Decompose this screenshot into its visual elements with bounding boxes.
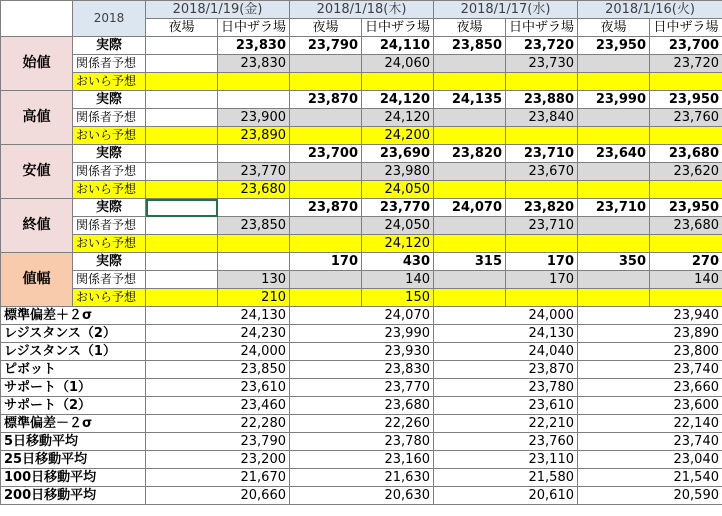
- high-actual-row: [1, 91, 722, 109]
- high-related-cell[interactable]: 23,900: [218, 109, 290, 127]
- range-mine-cell[interactable]: 210: [218, 289, 290, 307]
- close-mine-cell[interactable]: [218, 235, 290, 253]
- pivot-row: [1, 379, 722, 397]
- open-related-cell[interactable]: [146, 55, 218, 73]
- low-actual-row: [1, 145, 722, 163]
- open-actual-cell[interactable]: 23,790: [290, 37, 362, 55]
- range-actual-cell[interactable]: 430: [362, 253, 434, 271]
- day-header[interactable]: 日中ザラ場: [506, 19, 578, 37]
- range-mine-cell[interactable]: [434, 289, 506, 307]
- range-related-cell[interactable]: 130: [218, 271, 290, 289]
- open-related-row: [1, 55, 722, 73]
- pivot-value[interactable]: 23,600: [578, 397, 722, 415]
- low-mine-cell[interactable]: [578, 181, 650, 199]
- pivot-label[interactable]: 25日移動平均: [1, 451, 146, 469]
- pivot-value[interactable]: 23,740: [578, 361, 722, 379]
- low-actual-cell[interactable]: 23,710: [506, 145, 578, 163]
- pivot-value[interactable]: 23,830: [290, 361, 434, 379]
- range-actual-cell[interactable]: 350: [578, 253, 650, 271]
- close-actual-cell[interactable]: 23,950: [650, 199, 722, 217]
- low-related-cell[interactable]: [434, 163, 506, 181]
- day-header[interactable]: 日中ザラ場: [650, 19, 722, 37]
- pivot-value[interactable]: 20,630: [290, 487, 434, 505]
- pivot-value[interactable]: 23,760: [434, 433, 578, 451]
- related-label[interactable]: 関係者予想: [73, 217, 146, 235]
- high-actual-cell[interactable]: 23,880: [506, 91, 578, 109]
- pivot-value[interactable]: 22,210: [434, 415, 578, 433]
- high-actual-cell[interactable]: [146, 91, 218, 109]
- close-mine-cell[interactable]: [578, 235, 650, 253]
- pivot-value[interactable]: 23,660: [578, 379, 722, 397]
- pivot-value[interactable]: 22,140: [578, 415, 722, 433]
- high-mine-cell[interactable]: [434, 127, 506, 145]
- open-actual-cell[interactable]: 23,720: [506, 37, 578, 55]
- date-header-2[interactable]: 2018/1/17(水): [434, 1, 578, 19]
- close-mine-cell[interactable]: [290, 235, 362, 253]
- high-actual-cell[interactable]: 23,870: [290, 91, 362, 109]
- open-related-cell[interactable]: 23,730: [506, 55, 578, 73]
- pivot-value[interactable]: 24,070: [290, 307, 434, 325]
- low-mine-cell[interactable]: 23,680: [218, 181, 290, 199]
- pivot-label[interactable]: 標準偏差＋２σ: [1, 307, 146, 325]
- low-mine-cell[interactable]: [506, 181, 578, 199]
- open-mine-cell[interactable]: [650, 73, 722, 91]
- close-related-cell[interactable]: [434, 217, 506, 235]
- pivot-value[interactable]: 21,540: [578, 469, 722, 487]
- mine-label[interactable]: おいら予想: [73, 73, 146, 91]
- pivot-value[interactable]: 21,670: [146, 469, 290, 487]
- open-mine-cell[interactable]: [434, 73, 506, 91]
- pivot-value[interactable]: 22,260: [290, 415, 434, 433]
- open-related-cell[interactable]: [578, 55, 650, 73]
- day-header[interactable]: 日中ザラ場: [218, 19, 290, 37]
- mine-label[interactable]: おいら予想: [73, 181, 146, 199]
- close-mine-cell[interactable]: [650, 235, 722, 253]
- pivot-row: [1, 307, 722, 325]
- low-actual-cell[interactable]: [218, 145, 290, 163]
- night-header[interactable]: 夜場: [578, 19, 650, 37]
- pivot-value[interactable]: 24,130: [146, 307, 290, 325]
- range-related-cell[interactable]: 170: [506, 271, 578, 289]
- high-related-cell[interactable]: 23,840: [506, 109, 578, 127]
- open-mine-cell[interactable]: [218, 73, 290, 91]
- low-mine-cell[interactable]: 24,050: [362, 181, 434, 199]
- close-actual-cell[interactable]: [146, 199, 218, 217]
- high-related-cell[interactable]: 23,760: [650, 109, 722, 127]
- high-mine-cell[interactable]: [506, 127, 578, 145]
- range-mine-row: [1, 289, 722, 307]
- mine-label[interactable]: おいら予想: [73, 235, 146, 253]
- open-actual-cell[interactable]: 23,700: [650, 37, 722, 55]
- pivot-value[interactable]: 23,740: [578, 433, 722, 451]
- pivot-row: [1, 415, 722, 433]
- category-close[interactable]: 終値: [1, 199, 73, 253]
- close-related-cell[interactable]: 23,850: [218, 217, 290, 235]
- range-related-cell[interactable]: [290, 271, 362, 289]
- related-label[interactable]: 関係者予想: [73, 163, 146, 181]
- high-actual-cell[interactable]: 24,135: [434, 91, 506, 109]
- high-mine-cell[interactable]: [146, 127, 218, 145]
- high-related-cell[interactable]: [146, 109, 218, 127]
- date-header-3[interactable]: 2018/1/16(火): [578, 1, 722, 19]
- related-label[interactable]: 関係者予想: [73, 109, 146, 127]
- open-related-cell[interactable]: [290, 55, 362, 73]
- pivot-value[interactable]: 23,990: [290, 325, 434, 343]
- pivot-value[interactable]: 23,800: [578, 343, 722, 361]
- low-related-cell[interactable]: 23,620: [650, 163, 722, 181]
- related-label[interactable]: 関係者予想: [73, 271, 146, 289]
- pivot-value[interactable]: 23,770: [290, 379, 434, 397]
- low-mine-cell[interactable]: [650, 181, 722, 199]
- pivot-value[interactable]: 23,850: [146, 361, 290, 379]
- high-related-cell[interactable]: [290, 109, 362, 127]
- pivot-label[interactable]: サポート（1）: [1, 379, 146, 397]
- category-high[interactable]: 高値: [1, 91, 73, 145]
- close-related-cell[interactable]: 23,710: [506, 217, 578, 235]
- day-header[interactable]: 日中ザラ場: [362, 19, 434, 37]
- pivot-label[interactable]: 5日移動平均: [1, 433, 146, 451]
- close-actual-cell[interactable]: 23,870: [290, 199, 362, 217]
- high-actual-cell[interactable]: 23,950: [650, 91, 722, 109]
- range-actual-cell[interactable]: 270: [650, 253, 722, 271]
- pivot-label[interactable]: サポート（2）: [1, 397, 146, 415]
- pivot-row: [1, 433, 722, 451]
- high-mine-cell[interactable]: 23,890: [218, 127, 290, 145]
- close-mine-cell[interactable]: 24,120: [362, 235, 434, 253]
- range-actual-row: [1, 253, 722, 271]
- range-mine-cell[interactable]: 150: [362, 289, 434, 307]
- category-low[interactable]: 安値: [1, 145, 73, 199]
- low-actual-cell[interactable]: 23,680: [650, 145, 722, 163]
- low-actual-cell[interactable]: 23,820: [434, 145, 506, 163]
- open-actual-cell[interactable]: [146, 37, 218, 55]
- close-actual-cell[interactable]: [218, 199, 290, 217]
- open-mine-cell[interactable]: [578, 73, 650, 91]
- category-range[interactable]: 値幅: [1, 253, 73, 307]
- related-label[interactable]: 関係者予想: [73, 55, 146, 73]
- pivot-value[interactable]: 23,790: [146, 433, 290, 451]
- open-actual-cell[interactable]: 23,950: [578, 37, 650, 55]
- open-mine-cell[interactable]: [290, 73, 362, 91]
- pivot-value[interactable]: 23,930: [290, 343, 434, 361]
- pivot-value[interactable]: 21,630: [290, 469, 434, 487]
- range-actual-cell[interactable]: 170: [506, 253, 578, 271]
- pivot-value[interactable]: 22,280: [146, 415, 290, 433]
- high-related-cell[interactable]: 24,120: [362, 109, 434, 127]
- open-related-cell[interactable]: 23,720: [650, 55, 722, 73]
- close-related-row: [1, 217, 722, 235]
- pivot-value[interactable]: 24,000: [146, 343, 290, 361]
- open-mine-cell[interactable]: [146, 73, 218, 91]
- pivot-row: [1, 325, 722, 343]
- close-mine-cell[interactable]: [434, 235, 506, 253]
- low-related-row: [1, 163, 722, 181]
- pivot-value[interactable]: 23,940: [578, 307, 722, 325]
- mine-label[interactable]: おいら予想: [73, 289, 146, 307]
- range-related-cell[interactable]: [578, 271, 650, 289]
- close-related-cell[interactable]: [290, 217, 362, 235]
- pivot-row: [1, 487, 722, 505]
- open-actual-row: [1, 37, 722, 55]
- range-related-cell[interactable]: 140: [650, 271, 722, 289]
- close-mine-cell[interactable]: [506, 235, 578, 253]
- year-header[interactable]: 2018: [73, 1, 146, 37]
- pivot-value[interactable]: 24,000: [434, 307, 578, 325]
- date-header-1[interactable]: 2018/1/18(木): [290, 1, 434, 19]
- pivot-value[interactable]: 23,610: [434, 397, 578, 415]
- high-mine-cell[interactable]: [290, 127, 362, 145]
- low-actual-cell[interactable]: 23,690: [362, 145, 434, 163]
- pivot-value[interactable]: 24,230: [146, 325, 290, 343]
- night-header[interactable]: 夜場: [434, 19, 506, 37]
- high-actual-cell[interactable]: 23,990: [578, 91, 650, 109]
- range-mine-cell[interactable]: [146, 289, 218, 307]
- actual-label[interactable]: 実際: [73, 253, 146, 271]
- high-mine-cell[interactable]: [650, 127, 722, 145]
- open-mine-cell[interactable]: [506, 73, 578, 91]
- low-related-cell[interactable]: 23,770: [218, 163, 290, 181]
- actual-label[interactable]: 実際: [73, 91, 146, 109]
- open-actual-cell[interactable]: 23,850: [434, 37, 506, 55]
- open-related-cell[interactable]: 24,060: [362, 55, 434, 73]
- high-mine-row: [1, 127, 722, 145]
- pivot-value[interactable]: 23,610: [146, 379, 290, 397]
- actual-label[interactable]: 実際: [73, 145, 146, 163]
- low-related-cell[interactable]: 23,670: [506, 163, 578, 181]
- pivot-value[interactable]: 23,200: [146, 451, 290, 469]
- range-mine-cell[interactable]: [506, 289, 578, 307]
- high-related-cell[interactable]: [578, 109, 650, 127]
- close-actual-row: [1, 199, 722, 217]
- low-actual-cell[interactable]: 23,700: [290, 145, 362, 163]
- close-actual-cell[interactable]: 23,770: [362, 199, 434, 217]
- open-mine-cell[interactable]: [362, 73, 434, 91]
- low-related-cell[interactable]: 23,980: [362, 163, 434, 181]
- low-mine-cell[interactable]: [290, 181, 362, 199]
- pivot-value[interactable]: 24,040: [434, 343, 578, 361]
- high-mine-cell[interactable]: 24,200: [362, 127, 434, 145]
- close-related-cell[interactable]: 23,680: [650, 217, 722, 235]
- pivot-value[interactable]: 21,580: [434, 469, 578, 487]
- pivot-row: [1, 361, 722, 379]
- range-mine-cell[interactable]: [290, 289, 362, 307]
- range-actual-cell[interactable]: [218, 253, 290, 271]
- range-mine-cell[interactable]: [578, 289, 650, 307]
- pivot-row: [1, 451, 722, 469]
- category-open[interactable]: 始値: [1, 37, 73, 91]
- actual-label[interactable]: 実際: [73, 199, 146, 217]
- open-related-cell[interactable]: 23,830: [218, 55, 290, 73]
- high-actual-cell[interactable]: [218, 91, 290, 109]
- pivot-value[interactable]: 23,680: [290, 397, 434, 415]
- close-actual-cell[interactable]: 23,710: [578, 199, 650, 217]
- open-actual-cell[interactable]: 23,830: [218, 37, 290, 55]
- high-related-cell[interactable]: [434, 109, 506, 127]
- pivot-value[interactable]: 23,870: [434, 361, 578, 379]
- night-header[interactable]: 夜場: [290, 19, 362, 37]
- pivot-value[interactable]: 23,780: [290, 433, 434, 451]
- range-actual-cell[interactable]: [146, 253, 218, 271]
- pivot-row: [1, 469, 722, 487]
- close-mine-row: [1, 235, 722, 253]
- low-actual-cell[interactable]: [146, 145, 218, 163]
- pivot-value[interactable]: 20,590: [578, 487, 722, 505]
- range-related-cell[interactable]: [434, 271, 506, 289]
- actual-label[interactable]: 実際: [73, 37, 146, 55]
- range-related-cell[interactable]: 140: [362, 271, 434, 289]
- low-mine-row: [1, 181, 722, 199]
- pivot-value[interactable]: 20,610: [434, 487, 578, 505]
- range-actual-cell[interactable]: 170: [290, 253, 362, 271]
- pivot-row: [1, 397, 722, 415]
- low-mine-cell[interactable]: [146, 181, 218, 199]
- pivot-value[interactable]: 20,660: [146, 487, 290, 505]
- pivot-label[interactable]: ピボット: [1, 361, 146, 379]
- date-header-0[interactable]: 2018/1/19(金): [146, 1, 290, 19]
- range-mine-cell[interactable]: [650, 289, 722, 307]
- pivot-value[interactable]: 23,160: [290, 451, 434, 469]
- low-actual-cell[interactable]: 23,640: [578, 145, 650, 163]
- mine-label[interactable]: おいら予想: [73, 127, 146, 145]
- pivot-value[interactable]: 23,040: [578, 451, 722, 469]
- close-mine-cell[interactable]: [146, 235, 218, 253]
- pivot-value[interactable]: 23,890: [578, 325, 722, 343]
- pivot-value[interactable]: 23,460: [146, 397, 290, 415]
- pivot-label[interactable]: レジスタンス（2）: [1, 325, 146, 343]
- pivot-row: [1, 343, 722, 361]
- range-related-row: [1, 271, 722, 289]
- close-related-cell[interactable]: [146, 217, 218, 235]
- pivot-label[interactable]: 200日移動平均: [1, 487, 146, 505]
- open-mine-row: [1, 73, 722, 91]
- low-related-cell[interactable]: [146, 163, 218, 181]
- high-related-row: [1, 109, 722, 127]
- night-header[interactable]: 夜場: [146, 19, 218, 37]
- low-related-cell[interactable]: [578, 163, 650, 181]
- range-related-cell[interactable]: [146, 271, 218, 289]
- open-related-cell[interactable]: [434, 55, 506, 73]
- low-related-cell[interactable]: [290, 163, 362, 181]
- pivot-value[interactable]: 23,780: [434, 379, 578, 397]
- close-actual-cell[interactable]: 23,820: [506, 199, 578, 217]
- low-mine-cell[interactable]: [434, 181, 506, 199]
- range-actual-cell[interactable]: 315: [434, 253, 506, 271]
- open-actual-cell[interactable]: 24,110: [362, 37, 434, 55]
- high-actual-cell[interactable]: 24,120: [362, 91, 434, 109]
- pivot-label[interactable]: レジスタンス（1）: [1, 343, 146, 361]
- pivot-label[interactable]: 100日移動平均: [1, 469, 146, 487]
- close-related-cell[interactable]: [578, 217, 650, 235]
- corner-cell[interactable]: [1, 1, 73, 37]
- close-actual-cell[interactable]: 24,070: [434, 199, 506, 217]
- pivot-value[interactable]: 23,110: [434, 451, 578, 469]
- high-mine-cell[interactable]: [578, 127, 650, 145]
- close-related-cell[interactable]: 24,050: [362, 217, 434, 235]
- pivot-label[interactable]: 標準偏差－２σ: [1, 415, 146, 433]
- pivot-value[interactable]: 24,130: [434, 325, 578, 343]
